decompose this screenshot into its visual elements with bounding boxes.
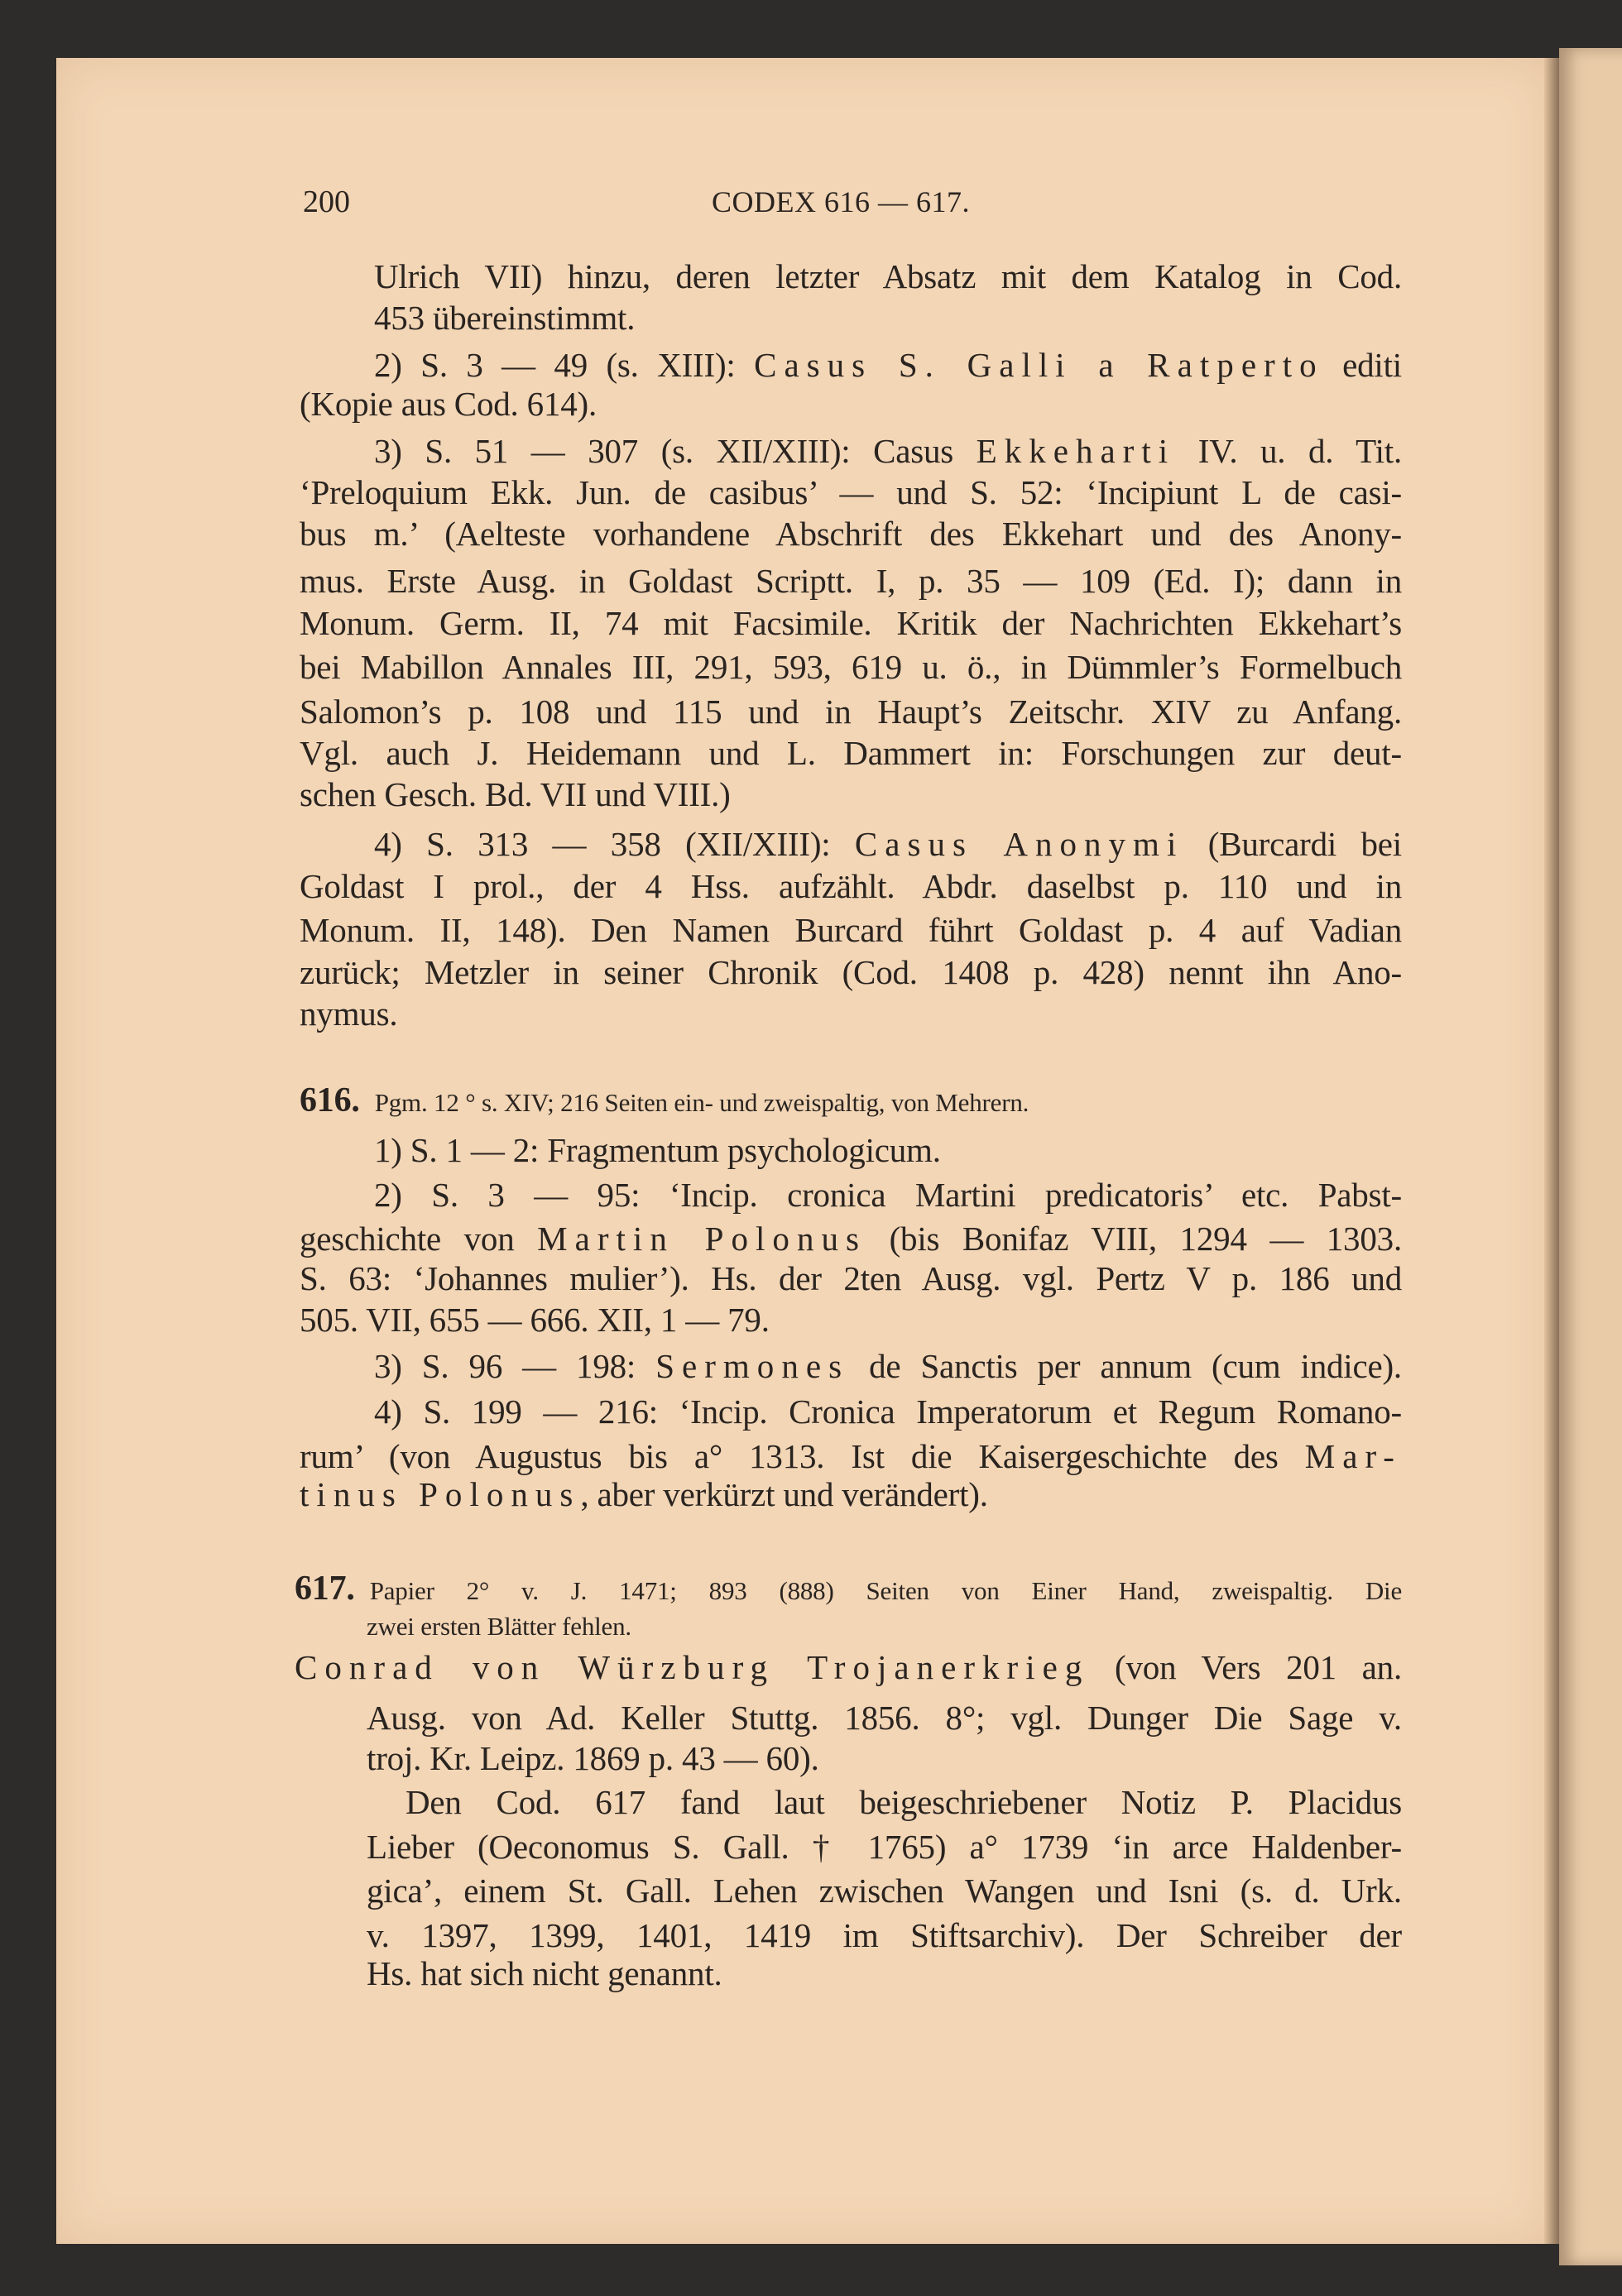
text-segment: 505. VII, 655 — 666. XII, 1 — 79. <box>300 1301 770 1339</box>
text-segment: troj. Kr. Leipz. 1869 p. 43 — 60). <box>367 1739 819 1777</box>
text-line <box>374 1172 1402 1218</box>
text-segment: rum’ (von Augustus bis a° 1313. Ist die Kaisergeschichte des <box>300 1437 1305 1475</box>
text-segment: 1) S. 1 — 2: Fragmentum psychologicum. <box>374 1131 941 1169</box>
text-line <box>300 644 1402 690</box>
text-segment: zurück; Metzler in seiner Chronik (Cod. 1408 p. 428) nennt ihn Ano- <box>300 953 1402 991</box>
running-title: CODEX 616 — 617. <box>712 185 970 218</box>
text-line <box>300 1471 1402 1517</box>
text-segment: bus m.’ (Aelteste vorhandene Abschrift des Ekkehart und des Anony- <box>300 515 1402 553</box>
text-segment: 3) S. 96 — 198: <box>374 1347 656 1385</box>
text-segment: de Sanctis per annum (cum indice). <box>849 1347 1402 1385</box>
text-line <box>295 1644 1402 1690</box>
codex-description: Pgm. 12 ° s. XIV; 216 Seiten ein- und zweispaltig, von Mehrern. <box>374 1088 1029 1117</box>
text-segment: Monum. Germ. II, 74 mit Facsimile. Kritik der Nachrichten Ekkehart’s <box>300 604 1402 642</box>
spaced-title: Casus Anonymi <box>854 825 1184 863</box>
text-segment: Hs. hat sich nicht genannt. <box>367 1954 722 1992</box>
codex-number: 616. <box>300 1081 360 1119</box>
text-line <box>406 1779 1402 1825</box>
text-segment: (Kopie aus Cod. 614). <box>300 385 597 423</box>
text-line <box>367 1824 1402 1870</box>
text-line <box>367 1735 1402 1781</box>
text-line <box>374 253 1402 300</box>
text-line <box>374 428 1402 474</box>
text-segment: ‘Preloquium Ekk. Jun. de casibus’ — und S. 52: ‘Incipiunt L de casi- <box>300 473 1402 511</box>
text-line <box>367 1867 1402 1914</box>
text-segment: 3) S. 51 — 307 (s. XII/XIII): Casus <box>374 432 977 470</box>
text-segment: editi <box>1323 346 1402 384</box>
text-line <box>300 600 1402 646</box>
text-line <box>300 558 1402 604</box>
text-line <box>374 295 1402 341</box>
page-number: 200 <box>303 185 350 219</box>
text-line <box>300 1076 1402 1123</box>
text-line <box>300 990 1402 1037</box>
adjacent-page-edge <box>1559 48 1622 2265</box>
text-segment: IV. u. d. Tit. <box>1175 432 1402 470</box>
text-line <box>300 510 1402 557</box>
spaced-title: tinus Polonus <box>300 1475 581 1513</box>
text-segment: Goldast I prol., der 4 Hss. aufzählt. Abdr. daselbst p. 110 und in <box>300 867 1402 905</box>
text-segment: 453 übereinstimmt. <box>374 299 636 337</box>
text-segment: mus. Erste Ausg. in Goldast Scriptt. I, p. 35 — 109 (Ed. I); dann in <box>300 562 1402 600</box>
text-line <box>300 381 1402 427</box>
text-segment: schen Gesch. Bd. VII und VIII.) <box>300 775 731 813</box>
text-segment: v. 1397, 1399, 1401, 1419 im Stiftsarchiv). Der Schreiber der <box>367 1916 1402 1954</box>
codex-number: 617. <box>295 1570 355 1608</box>
text-line <box>300 730 1402 776</box>
text-segment: 4) S. 199 — 216: ‘Incip. Cronica Imperatorum et Regum Romano- <box>374 1392 1402 1431</box>
text-line <box>300 1255 1402 1301</box>
text-segment: (von Vers 201 an. <box>1089 1648 1402 1686</box>
text-line <box>300 949 1402 995</box>
text-segment: Ausg. von Ad. Keller Stuttg. 1856. 8°; vgl. Dunger Die Sage v. <box>367 1699 1402 1737</box>
spaced-title: Casus S. Galli a Ratperto <box>754 346 1324 384</box>
text-segment: (Burcardi bei <box>1183 825 1402 863</box>
spaced-title: Martin Polonus <box>537 1220 866 1258</box>
text-segment: Monum. II, 148). Den Namen Burcard führt Goldast p. 4 auf Vadian <box>300 911 1402 949</box>
text-line <box>374 821 1402 867</box>
text-segment: gica’, einem St. Gall. Lehen zwischen Wangen und Isni (s. d. Urk. <box>367 1872 1402 1910</box>
text-line <box>374 1343 1402 1389</box>
text-segment: nymus. <box>300 995 398 1033</box>
text-line <box>367 1694 1402 1741</box>
text-segment: (bis Bonifaz VIII, 1294 — 1303. <box>866 1220 1402 1258</box>
text-line <box>367 1950 1402 1996</box>
text-segment: , aber verkürzt und verändert). <box>580 1475 988 1513</box>
text-line <box>300 469 1402 515</box>
text-segment: Den Cod. 617 fand laut beigeschriebener Notiz P. Placidus <box>406 1783 1402 1821</box>
text-line <box>367 1600 1402 1647</box>
spaced-title: Conrad von Würzburg Trojanerkrieg <box>295 1648 1090 1686</box>
text-segment: 2) S. 3 — 95: ‘Incip. cronica Martini predicatoris’ etc. Pabst- <box>374 1176 1402 1214</box>
spaced-title: Ekkeharti <box>976 432 1176 470</box>
text-line <box>374 1127 1402 1173</box>
text-segment: Vgl. auch J. Heidemann und L. Dammert in: Forschungen zur deut- <box>300 734 1402 772</box>
text-segment: Ulrich VII) hinzu, deren letzter Absatz mit dem Katalog in Cod. <box>374 257 1402 295</box>
text-segment: 2) S. 3 — 49 (s. XIII): <box>374 346 755 384</box>
codex-description: zwei ersten Blätter fehlen. <box>367 1612 631 1641</box>
text-segment: Lieber (Oeconomus S. Gall. † 1765) a° 1739 ‘in arce Haldenber- <box>367 1828 1402 1866</box>
text-line <box>300 863 1402 909</box>
text-line <box>300 688 1402 735</box>
text-line <box>374 1388 1402 1435</box>
spaced-title: Sermones <box>655 1347 850 1385</box>
page-gutter-shadow <box>1544 58 1559 2244</box>
text-segment: S. 63: ‘Johannes mulier’). Hs. der 2ten Ausg. vgl. Pertz V p. 186 und <box>300 1259 1402 1297</box>
spaced-title: Mar- <box>1304 1437 1402 1475</box>
text-line <box>300 907 1402 953</box>
text-segment: Salomon’s p. 108 und 115 und in Haupt’s Zeitschr. XIV zu Anfang. <box>300 693 1402 731</box>
text-line <box>300 1297 1402 1343</box>
text-line <box>300 771 1402 817</box>
text-segment: 4) S. 313 — 358 (XII/XIII): <box>374 825 855 863</box>
text-segment: bei Mabillon Annales III, 291, 593, 619 u. ö., in Dümmler’s Formelbuch <box>300 648 1402 686</box>
text-segment: geschichte von <box>300 1220 538 1258</box>
codex-description: Papier 2° v. J. 1471; 893 (888) Seiten von Einer Hand, zweispaltig. Die <box>369 1576 1402 1605</box>
